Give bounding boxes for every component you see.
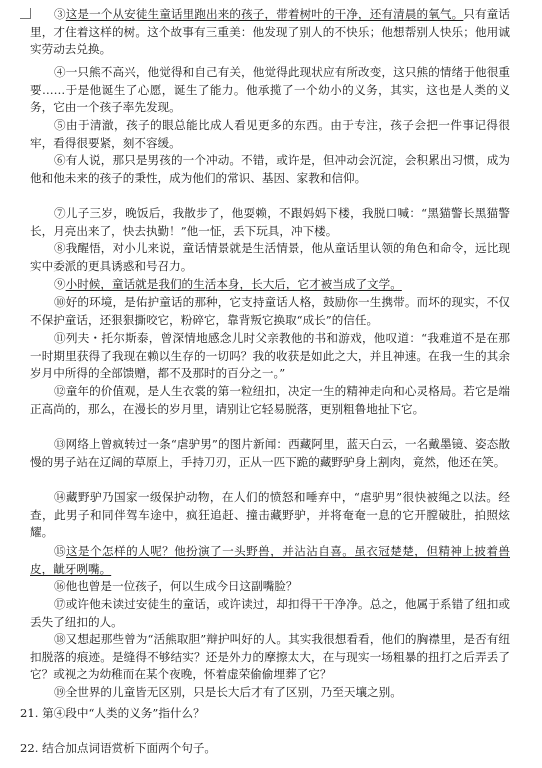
text-segment: ③ (54, 7, 66, 21)
text-segment: ⑤由于清澈，孩子的眼总能比成人看见更多的东西。由于专注，孩子会把一件事记得很牢，看得很要紧，刻不容缓。 (30, 118, 510, 150)
underlined-sentence: 这是一个从安徒生童话里跑出来的孩子，带着树叶的干净，还有清晨的氧气。 (65, 7, 464, 21)
underlined-sentence: 小时候，童话就是我们的生活本身，长大后，它才被当成了文学。 (65, 277, 402, 291)
text-segment: ⑱又想起那些曾为“活熊取胆”辩护叫好的人。其实我很想看看，他们的胸襟里，是否有纽扣脱落的痕迹。是缝得不够结实？还是外力的摩擦太大，在与现实一场粗暴的扭打之后弄丢了它？或视之为幼稚而在某个夜晚，怀着虚荣偷偷埋葬了它？ (30, 632, 510, 682)
paragraph-4 (30, 64, 510, 117)
underlined-sentence: 这是个怎样的人呢？他扮演了一头野兽，并沾沾自喜。虽衣冠楚楚，但精神上披着兽皮，龇牙咧嘴。 (30, 544, 510, 576)
paragraph-13 (30, 436, 510, 471)
text-segment: ⑨ (54, 277, 66, 291)
text-segment: ⑰或许他未读过安徒生的童话，或许读过，却扣得干干净净。总之，他属于系错了纽扣或丢失了纽扣的人。 (30, 597, 510, 629)
text-segment: ⑮ (54, 544, 67, 558)
paragraph-16 (30, 578, 510, 596)
text-segment: ⑲全世界的儿童皆无区别，只是长大后才有了区别，乃至天壤之别。 (54, 685, 402, 699)
text-segment: ⑧我醒悟，对小儿来说，童话情景就是生活情景，他从童话里认领的角色和命令，远比现实中委派的更具诱惑和号召力。 (30, 241, 510, 273)
text-segment: ⑦儿子三岁，晚饭后，我散步了，他耍赖，不跟妈妈下楼，我脱口喊：“黑猫警长黑猫警长，月亮出来了，快去执勤！”他一怔，丢下玩具，冲下楼。 (30, 206, 510, 238)
paragraph-17 (30, 596, 510, 631)
paragraph-7 (30, 205, 510, 240)
paragraph-14 (30, 489, 510, 542)
paragraph-3 (30, 6, 510, 59)
paragraph-11 (30, 330, 510, 383)
paragraph-8 (30, 240, 510, 275)
question-21: 21. 第④段中“人类的义务”指什么？ (20, 706, 205, 720)
paragraph-10 (30, 294, 510, 329)
text-segment: ⑭藏野驴乃国家一级保护动物，在人们的愤怒和唾弃中，“虐驴男”很快被绳之以法。经查，此男子和同伴驾车途中，疯狂追赶、撞击藏野驴，并将奄奄一息的它开膛破肚，拍照炫耀。 (30, 490, 510, 540)
text-segment: ⑥有人说，那只是男孩的一个冲动。不错，或许是，但冲动会沉淀，会积累出习惯，成为他和他未来的孩子的秉性，成为他们的常识、基因、家教和信仰。 (30, 153, 510, 185)
paragraph-18 (30, 631, 510, 684)
text-segment: ⑪列夫・托尔斯泰，曾深情地感念儿时父亲教他的书和游戏，他叹道：“我难道不是在那一时期里获得了我现在赖以生存的一切吗？我的收获是如此之大，并且神速。在我一生的其余岁月中所得的全部馈赠，都不及那时的百分之一。” (30, 331, 510, 381)
paragraph-5 (30, 117, 510, 152)
text-segment: ⑯他也曾是一位孩子，何以生成今日这副嘴脸？ (54, 579, 298, 593)
question-22: 22. 结合加点词语赏析下面两个句子。 (20, 741, 217, 755)
text-segment: ④一只熊不高兴，他觉得和自己有关，他觉得此现状应有所改变，这只熊的情绪于他很重要……于是他诞生了心愿，诞生了能力。他承揽了一个幼小的义务，其实，这也是人类的义务，它由一个孩子率先发现。 (30, 65, 510, 115)
text-segment: ⑫童年的价值观，是人生衣裳的第一粒纽扣，决定一生的精神走向和心灵格局。若它是端正高尚的，那么，在漫长的岁月里，请别让它轻易脱落，更别粗鲁地扯下它。 (30, 384, 510, 416)
text-segment: ⑬网络上曾疯转过一条“虐驴男”的图片新闻：西藏阿里，蓝天白云，一名戴墨镜、姿态散慢的男子站在辽阔的草原上，手持刀刃，正从一匹下跪的藏野驴身上割肉，竟然，他还在笑。 (30, 437, 510, 469)
text-segment: ⑩好的环境，是佑护童话的那种，它支持童话人格，鼓励你一生携带。而坏的现实，不仅不保护童话，还狠狠撕咬它，粉碎它，靠背叛它换取“成长”的信任。 (30, 295, 510, 327)
paragraph-19 (30, 684, 510, 702)
paragraph-15 (30, 543, 510, 578)
paragraph-9 (30, 276, 510, 294)
paragraph-12 (30, 383, 510, 418)
paragraph-6 (30, 152, 510, 187)
text-segment: 只有童话里，才住着这样的树。这个故事有三重美：他发现了别人的不快乐；他想帮别人快乐；他用诚实劳动去兑换。 (30, 7, 510, 57)
